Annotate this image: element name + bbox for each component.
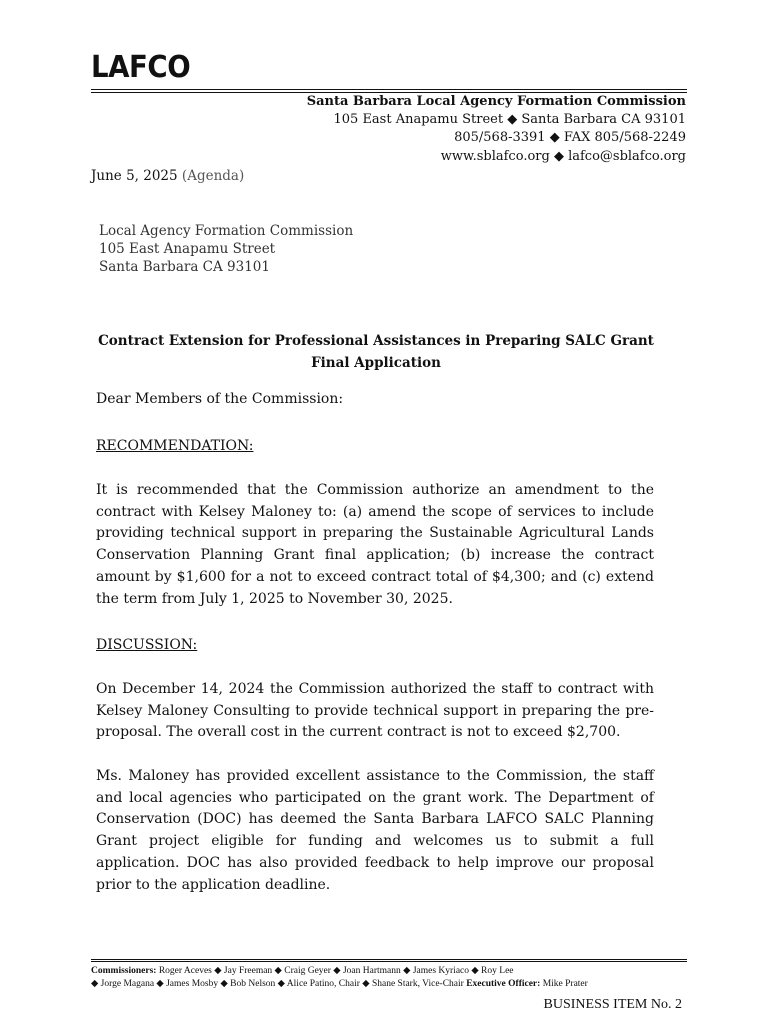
lafco-logo: LAFCO bbox=[91, 50, 191, 85]
recipient-line: Santa Barbara CA 93101 bbox=[99, 259, 270, 275]
footer-commissioners-line bbox=[91, 978, 687, 991]
letter-title bbox=[96, 330, 656, 374]
org-name: Santa Barbara Local Agency Formation Commission bbox=[306, 94, 686, 109]
org-phone: 805/568-3391 ◆ FAX 805/568-2249 bbox=[454, 130, 686, 145]
footer-commissioners-line bbox=[91, 965, 687, 978]
title-line: Final Application bbox=[311, 355, 441, 371]
discussion-paragraph: Ms. Maloney has provided excellent assistance to the Commission, the staff and local agencies who participated on the grant work. The Department of Conservation (DOC) has deemed the Santa Barbara LAFCO SALC Planning Grant project eligible for funding and welcomes us to submit a full application. DOC has also provided feedback to help improve our proposal prior to the application deadline. bbox=[96, 768, 654, 893]
date-text: June 5, 2025 bbox=[91, 168, 178, 184]
date-note: (Agenda) bbox=[181, 168, 245, 184]
commissioners-label: Commissioners: bbox=[91, 966, 157, 976]
letter-date bbox=[91, 168, 244, 184]
footer-rule bbox=[91, 959, 687, 962]
commissioners-names: ◆ Jorge Magana ◆ James Mosby ◆ Bob Nelson ◆ Alice Patino, Chair ◆ Shane Stark, Vice-Chair bbox=[91, 979, 464, 989]
recommendation-paragraph: It is recommended that the Commission authorize an amendment to the contract with Kelsey Maloney to: (a) amend the scope of services to include providing technical support in preparing the Sustainable Agricultural Lands Conservation Planning Grant final application; (b) increase the contract amount by $1,600 for a not to exceed contract total of $4,300; and (c) extend the term from July 1, 2025 to November 30, 2025. bbox=[96, 482, 654, 607]
title-line: Contract Extension for Professional Assistances in Preparing SALC Grant bbox=[98, 333, 654, 349]
org-street: 105 East Anapamu Street ◆ Santa Barbara CA 93101 bbox=[333, 112, 686, 127]
executive-officer-label: Executive Officer: bbox=[466, 979, 541, 989]
org-web[interactable]: www.sblafco.org ◆ lafco@sblafco.org bbox=[440, 149, 686, 164]
discussion-heading: DISCUSSION: bbox=[96, 637, 198, 653]
business-item-number: BUSINESS ITEM No. 2 bbox=[543, 997, 682, 1012]
recipient-line: 105 East Anapamu Street bbox=[99, 241, 276, 257]
commissioners-names: Roger Aceves ◆ Jay Freeman ◆ Craig Geyer ◆ Joan Hartmann ◆ James Kyriaco ◆ Roy Lee bbox=[158, 966, 514, 976]
salutation: Dear Members of the Commission: bbox=[96, 391, 344, 407]
executive-officer-name: Mike Prater bbox=[542, 979, 588, 989]
recommendation-heading: RECOMMENDATION: bbox=[96, 438, 254, 454]
discussion-paragraph: On December 14, 2024 the Commission authorized the staff to contract with Kelsey Maloney Consulting to provide technical support in preparing the pre-proposal. The overall cost in the current contract is not to exceed $2,700. bbox=[96, 681, 654, 741]
recipient-line: Local Agency Formation Commission bbox=[99, 223, 354, 239]
